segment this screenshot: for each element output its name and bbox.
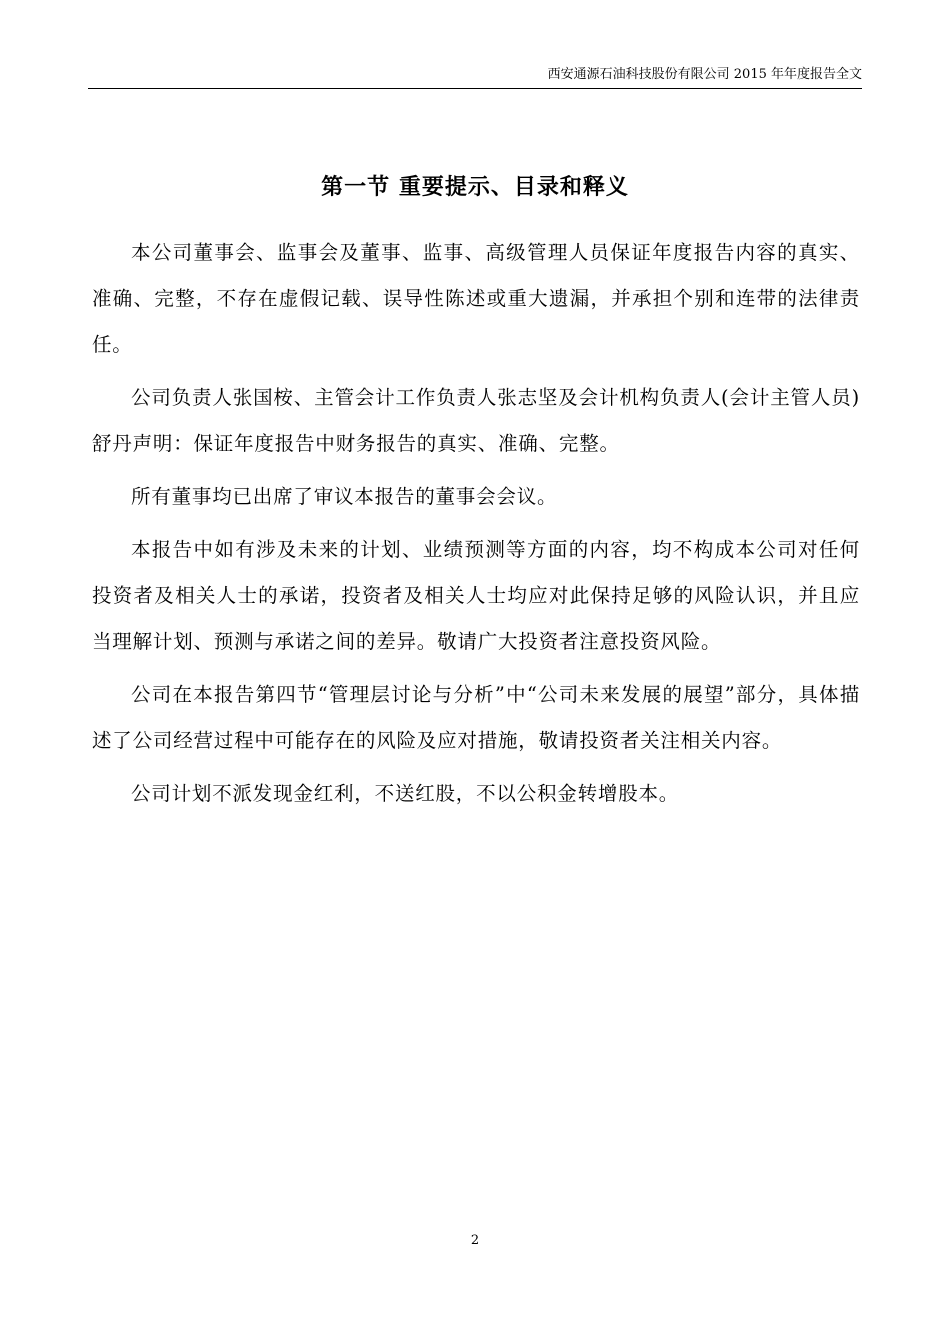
paragraph-board-guarantee: 本公司董事会、监事会及董事、监事、高级管理人员保证年度报告内容的真实、准确、完整，不存在虚假记载、误导性陈述或重大遗漏，并承担个别和连带的法律责任。 [92, 241, 860, 356]
paragraph-responsible-persons: 公司负责人张国桉、主管会计工作负责人张志坚及会计机构负责人(会计主管人员)舒丹声明：保证年度报告中财务报告的真实、准确、完整。 [92, 386, 860, 455]
page-number: 2 [470, 1233, 480, 1248]
section-title: 第一节 重要提示、目录和释义 [321, 173, 629, 200]
header-divider [88, 88, 862, 89]
paragraph-forward-looking: 本报告中如有涉及未来的计划、业绩预测等方面的内容，均不构成本公司对任何投资者及相关人士的承诺，投资者及相关人士均应对此保持足够的风险认识，并且应当理解计划、预测与承诺之间的差异。敬请广大投资者注意投资风险。 [92, 538, 860, 653]
body-text [92, 230, 860, 824]
paragraph-risk-reference: 公司在本报告第四节“管理层讨论与分析”中“公司未来发展的展望”部分，具体描述了公司经营过程中可能存在的风险及应对措施，敬请投资者关注相关内容。 [92, 683, 860, 752]
running-header: 西安通源石油科技股份有限公司 2015 年年度报告全文 [547, 67, 862, 82]
paragraph-dividend-plan: 公司计划不派发现金红利，不送红股，不以公积金转增股本。 [131, 782, 680, 805]
paragraph-directors-attendance: 所有董事均已出席了审议本报告的董事会会议。 [131, 485, 558, 508]
